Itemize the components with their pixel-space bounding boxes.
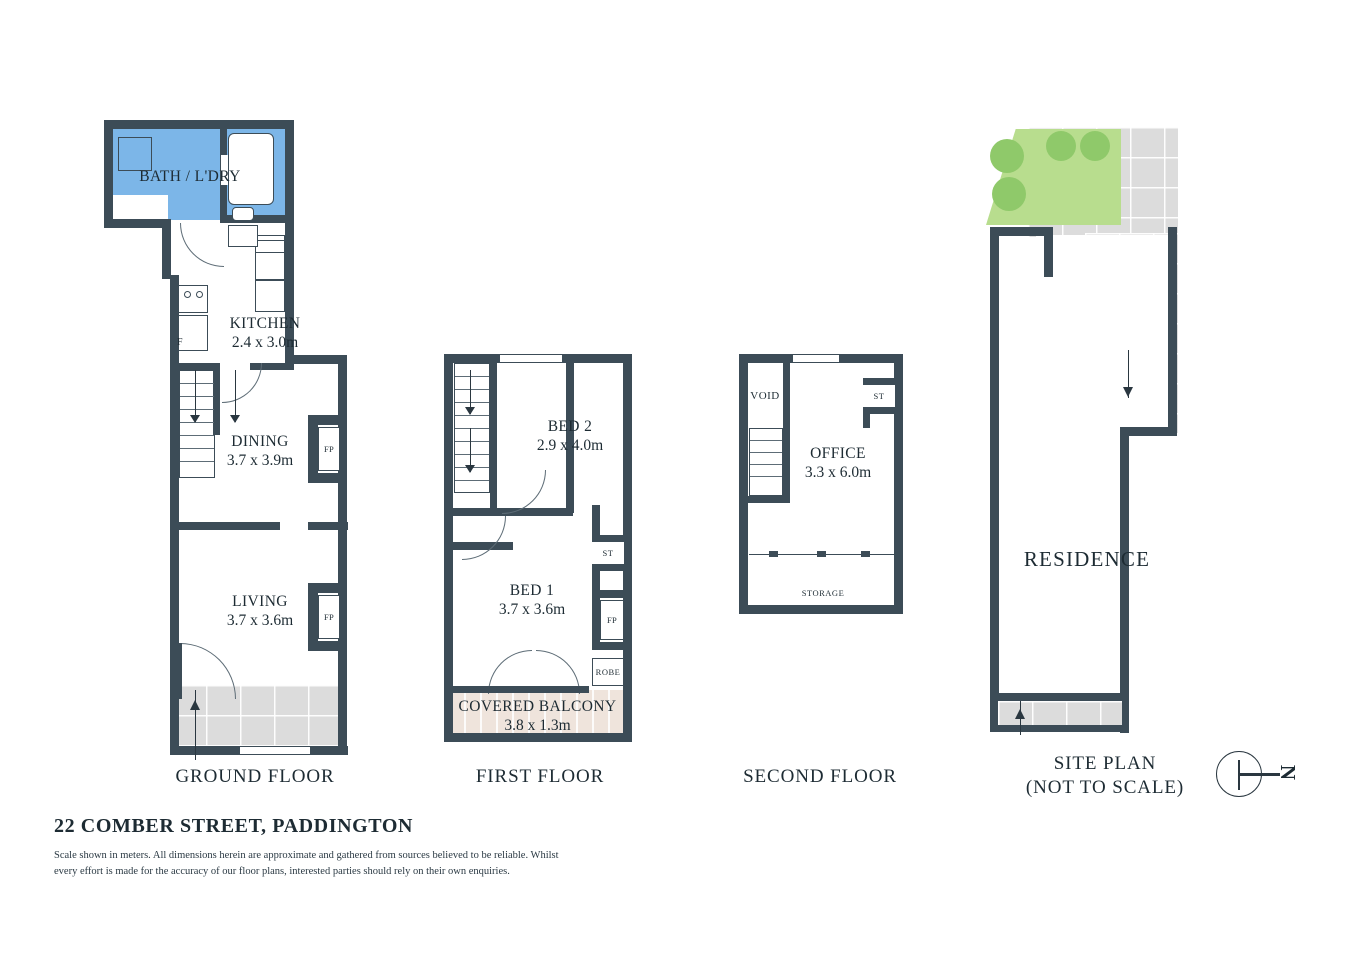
stair-arrow-first-b [465, 465, 475, 473]
label-bed1: BED 1 3.7 x 3.6m [498, 582, 566, 618]
stair-direction-arrow-a [190, 415, 200, 423]
label-covered-balcony: COVERED BALCONY 3.8 x 1.3m [458, 698, 617, 734]
shower-recess [118, 137, 152, 171]
stair-arrow-first-a [465, 407, 475, 415]
site-wall-rear-jog [990, 227, 1052, 236]
label-living: LIVING 3.7 x 3.6m [226, 593, 294, 629]
wall-dining-living-partition [170, 522, 280, 530]
kitchen-bench-lower [255, 280, 285, 312]
compass [1210, 748, 1310, 808]
site-arrow-rear [1123, 387, 1133, 397]
title-site-plan-sub: (NOT TO SCALE) [1025, 776, 1185, 798]
wall-store-top [592, 535, 624, 542]
st-text: ST [873, 391, 885, 401]
kitchen-sink [255, 235, 285, 253]
title-ground-floor: GROUND FLOOR [175, 766, 335, 787]
wall-rear-top [104, 120, 294, 129]
wall-first-right [623, 354, 632, 742]
fp-text: FP [323, 612, 335, 622]
plan-second-floor [735, 350, 915, 620]
wall-kitchen-nib [285, 225, 294, 280]
stair-step [455, 454, 489, 455]
wall-store-bottom [592, 564, 624, 571]
title-site-plan-main: SITE PLAN [1053, 753, 1157, 774]
title-second-floor: SECOND FLOOR [743, 766, 897, 787]
tree-icon [992, 177, 1026, 211]
stair-step [180, 396, 214, 397]
wall-second-store-bottom [863, 407, 895, 414]
wall-stair-top [179, 363, 219, 370]
entry-door-leaf [179, 643, 182, 699]
wall-rear-left [104, 120, 113, 228]
site-arrow-front [1015, 709, 1025, 719]
wall-balcony-top [453, 686, 589, 693]
compass-north-label: N [1276, 764, 1301, 781]
label-office: OFFICE 3.3 x 6.0m [804, 445, 872, 481]
label-residence: RESIDENCE [1023, 547, 1151, 571]
stair-step [455, 389, 489, 390]
fp-text: FP [606, 615, 618, 625]
fp-text: FP [323, 444, 335, 454]
fireplace-living-base [308, 641, 340, 651]
front-window [240, 746, 310, 755]
title-site-plan [975, 752, 1235, 800]
wall-first-left [444, 354, 453, 742]
st-text: ST [602, 548, 614, 558]
wall-rear-step [162, 219, 171, 279]
stair-step [455, 376, 489, 377]
wc-pan [232, 207, 254, 221]
rear-window-second [793, 354, 839, 363]
cooktop [178, 285, 208, 313]
stair-step [455, 415, 489, 416]
site-wall-right-lower [1120, 427, 1129, 733]
wall-second-store-top [863, 378, 895, 385]
tree-icon [1046, 131, 1076, 161]
tree-icon [990, 139, 1024, 173]
property-address: 22 COMBER STREET, PADDINGTON [54, 815, 414, 837]
wall-right-step-horizontal [285, 355, 347, 364]
stair-step [455, 480, 489, 481]
stair-step [180, 409, 214, 410]
fireplace-bed1-base [592, 642, 624, 650]
title-first-floor: FIRST FLOOR [475, 766, 605, 787]
rear-window-first [500, 354, 562, 363]
label-storage: STORAGE [801, 588, 845, 598]
second-store-label-box [863, 385, 895, 407]
fireplace-dining-base [308, 473, 340, 483]
label-kitchen: KITCHEN 2.4 x 3.0m [229, 315, 301, 351]
wall-stair-right-first [490, 363, 497, 508]
store-label-box [592, 542, 624, 564]
label-fridge: F [177, 337, 183, 348]
tree-icon [1080, 131, 1110, 161]
disclaimer-text: Scale shown in meters. All dimensions herein are approximate and gathered from sources believed to be reliable. Whilst every effort is made for the accuracy of our floor plans, interested parties should rely on their own enquiries. [54, 850, 559, 878]
site-wall-jog-horizontal [990, 267, 999, 732]
site-wall-rear-left-step [1044, 270, 1053, 272]
stair-step [455, 402, 489, 403]
stair-step [180, 383, 214, 384]
site-wall-right-upper [1168, 227, 1177, 435]
plan-site [980, 115, 1200, 755]
wall-second-bottom [739, 605, 903, 614]
label-bath: BATH / L'DRY [139, 168, 241, 185]
label-dining: DINING 3.7 x 3.9m [226, 433, 294, 469]
residence-interior [1036, 235, 1176, 735]
wall-second-right [894, 354, 903, 614]
compass-cross-vertical [1238, 760, 1240, 790]
vanity-basin [228, 225, 258, 247]
wall-living-right-nib [308, 522, 348, 530]
fireplace-bed1-label [600, 600, 624, 640]
storage-marker-c [861, 551, 870, 557]
stair-step [455, 441, 489, 442]
label-void: VOID [750, 390, 780, 402]
stair-direction-arrow-b [230, 415, 240, 423]
plan-ground-floor [100, 115, 350, 755]
label-robe: ROBE [595, 667, 621, 677]
entry-direction-arrow [190, 700, 200, 710]
stair-step [455, 428, 489, 429]
plan-first-floor [440, 350, 640, 750]
stair-step [750, 440, 782, 441]
storage-marker-a [769, 551, 778, 557]
compass-needle [1238, 773, 1280, 776]
wall-bath-bottom [220, 215, 290, 223]
wall-rear-bottom-left [104, 219, 166, 228]
cooktop-burner-b [196, 291, 203, 298]
wall-void-bottom [748, 496, 790, 503]
storage-marker-b [817, 551, 826, 557]
label-bed2: BED 2 2.9 x 4.0m [536, 418, 604, 454]
cooktop-burner-a [184, 291, 191, 298]
wall-second-store-nib [863, 414, 870, 428]
